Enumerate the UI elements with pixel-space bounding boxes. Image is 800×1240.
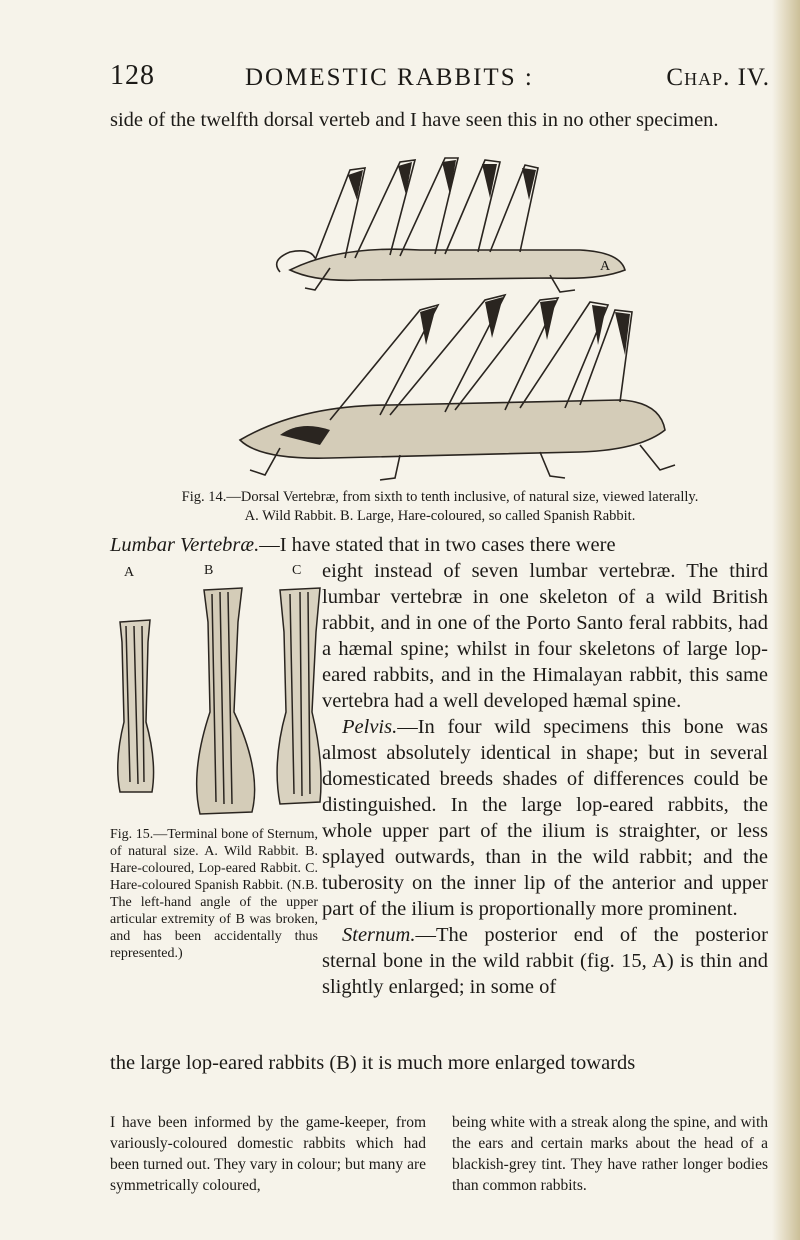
figure-14-caption-line1: Fig. 14.—Dorsal Vertebræ, from sixth to tenth inclusive, of natural size, viewed laterally.	[181, 489, 699, 505]
page-edge	[772, 0, 800, 1240]
footnote-right-column: being white with a streak along the spine, and with the ears and certain marks about the head of a blackish-grey tint. They have rather longer bodies than common rabbits.	[452, 1114, 768, 1194]
pelvis-heading: Pelvis.	[342, 716, 398, 738]
figure-14-caption-line2: A. Wild Rabbit. B. Large, Hare-coloured, so called Spanish Rabbit.	[244, 508, 636, 524]
figure-15-label-c: C	[292, 563, 302, 578]
figure-14-caption	[110, 488, 770, 526]
figure-15-label-b: B	[204, 563, 214, 578]
pelvis-paragraph	[322, 714, 768, 922]
running-title: DOMESTIC RABBITS :	[245, 64, 534, 91]
lumbar-heading: Lumbar Vertebræ.	[110, 534, 260, 556]
figure-15-sternum-illustration	[112, 562, 334, 822]
pelvis-text: —In four wild specimens this bone was almost absolutely identical in shape; but in several domesticated breeds shades of differences could be distinguished. In the large lop-eared rabbits, the whole upper part of the ilium is straighter, or less splayed outwards, than in the wild rabbit; and the tuberosity on the inner lip of the anterior and upper part of the ilium is proportionally more prominent.	[322, 716, 768, 920]
right-column-text	[322, 558, 768, 1000]
lumbar-first-line-text: —I have stated that in two cases there were	[259, 534, 616, 556]
footnote-left-column: I have been informed by the game-keeper, from variously-coloured domestic rabbits which had been turned out. They vary in colour; but many are symmetrically coloured,	[110, 1114, 426, 1194]
page-number: 128	[110, 60, 155, 91]
figure-15-label-a: A	[124, 565, 135, 580]
figure-14-vertebrae-illustration	[220, 140, 690, 485]
figure-15-caption: Fig. 15.—Terminal bone of Sternum, of natural size. A. Wild Rabbit. B. Hare-coloured, Lop-eared Rabbit. C. Hare-coloured Spanish Rabbit. (N.B. The left-hand angle of the upper articular extremity of B was broken, and has been accidentally thus represented.)	[110, 827, 318, 961]
sternum-heading: Sternum.	[342, 924, 416, 946]
sternum-text: —The posterior end of the posterior sternal bone in the wild rabbit (fig. 15, A) is thin and slightly enlarged; in some of	[322, 924, 768, 998]
chapter-label: Chap. IV.	[666, 64, 770, 91]
opening-paragraph: side of the twelfth dorsal verteb and I have seen this in no other specimen.	[110, 109, 719, 131]
lumbar-paragraph: eight instead of seven lumbar vertebræ. The third lumbar vertebræ in one skeleton of a wild British rabbit, and in one of the Porto Santo feral rabbits, had a hæmal spine; whilst in four skeletons of large lop-eared rabbits, and in the Himalayan rabbit, this same vertebra had a well developed hæmal spine.	[322, 560, 768, 712]
sternum-paragraph	[322, 922, 768, 1000]
figure-14-label-a: A	[600, 259, 611, 274]
sternum-continuation-line: the large lop-eared rabbits (B) it is much more enlarged towards	[110, 1052, 636, 1074]
lumbar-first-line	[110, 532, 616, 558]
running-header	[110, 60, 770, 100]
